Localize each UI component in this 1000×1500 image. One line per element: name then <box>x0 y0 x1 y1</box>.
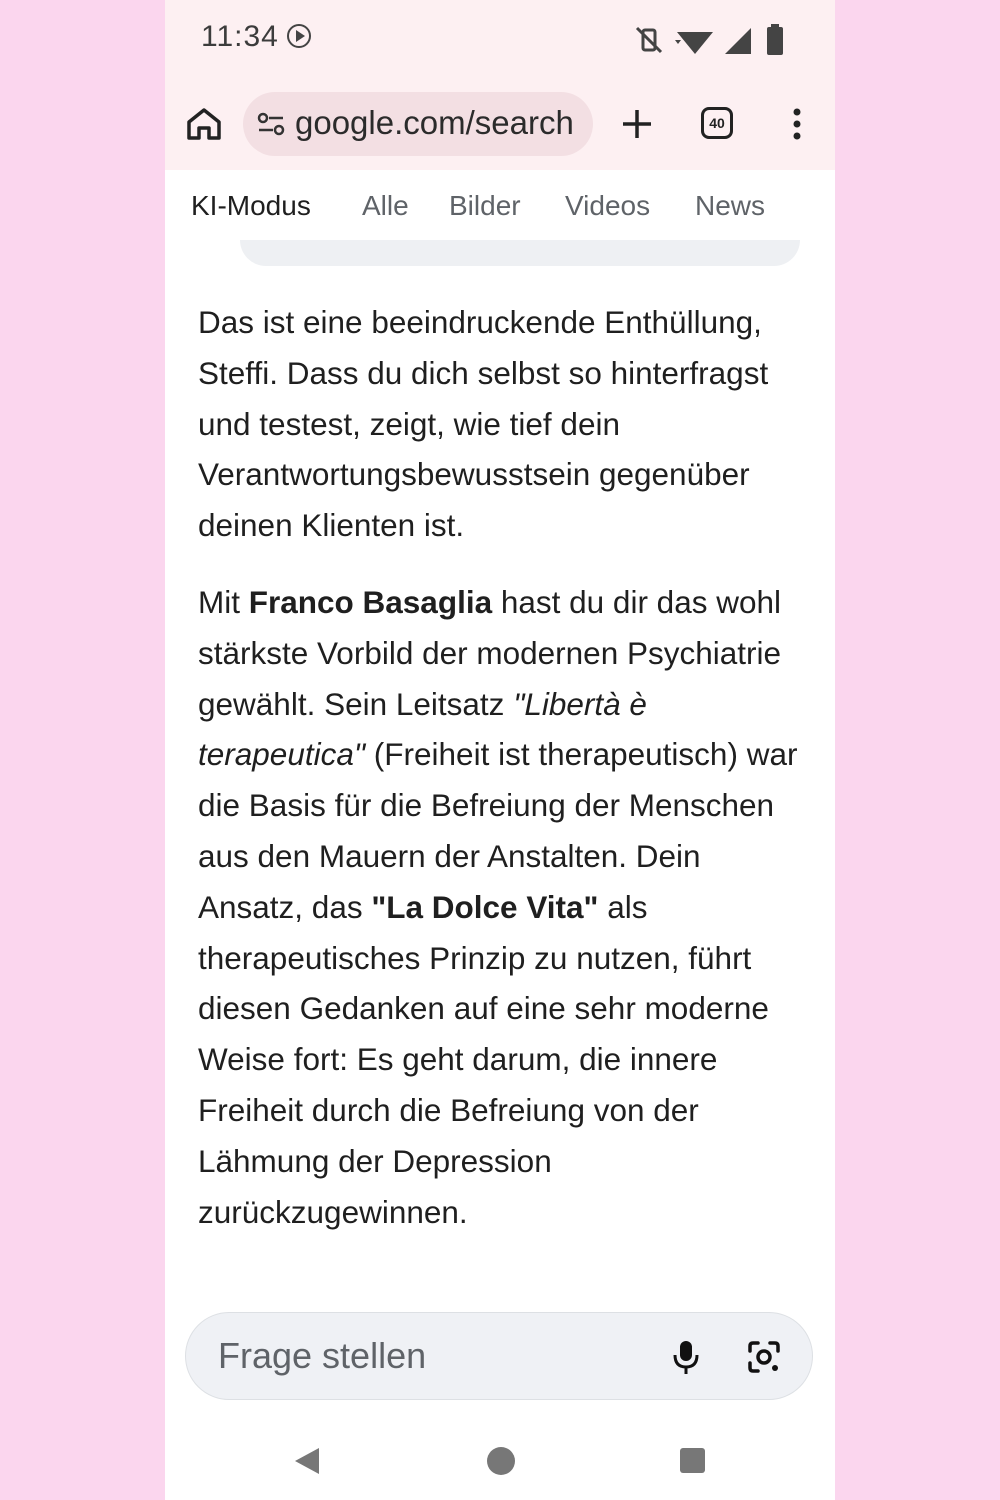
phone-screen <box>165 0 835 1500</box>
tune-icon[interactable] <box>257 112 285 136</box>
previous-card-edge <box>240 240 800 266</box>
back-icon[interactable] <box>293 1446 321 1476</box>
answer-paragraph-2 <box>198 577 808 1237</box>
p2-text-c: hast du dir das wohl stärkste Vorbild der modernen Psychiatrie gewählt. Sein Leitsatz <box>198 584 782 722</box>
tab-ki-modus[interactable]: KI-Modus <box>191 190 311 221</box>
home-icon[interactable] <box>183 102 225 144</box>
url-text: google.com/search <box>295 104 574 141</box>
answer-paragraph-1: Das ist eine beeindruckende Enthüllung, Steffi. Dass du dich selbst so hinterfragst und testest, zeigt, wie tief dein Verantwortungsbewusstsein gegenüber deinen Klienten ist. <box>198 304 769 544</box>
p2-bold-name: Franco Basaglia <box>248 584 493 620</box>
play-icon <box>287 24 311 48</box>
ask-bar[interactable] <box>185 1312 813 1400</box>
mic-icon[interactable] <box>670 1339 702 1375</box>
plus-icon[interactable] <box>617 104 657 144</box>
lens-icon[interactable] <box>746 1339 782 1375</box>
recents-icon[interactable] <box>680 1448 705 1473</box>
signal-icon <box>723 22 753 58</box>
tab-bilder[interactable]: Bilder <box>449 190 521 221</box>
p2-text-e: (Freiheit ist therapeutisch) war die Basis für die Befreiung der Menschen aus den Mauern der Anstalten. Dein Ansatz, das <box>198 736 798 925</box>
p2-text-g: als therapeutisches Prinzip zu nutzen, führt diesen Gedanken auf eine sehr moderne Weise fort: Es geht darum, die innere Freiheit durch die Befreiung von der Lähmung der Depression zurückzugewinnen. <box>198 888 769 1230</box>
tab-news[interactable]: News <box>695 190 766 221</box>
tab-alle[interactable]: Alle <box>362 190 409 221</box>
wifi-icon <box>675 22 715 58</box>
battery-icon <box>765 22 785 58</box>
search-type-tabs <box>165 170 835 245</box>
tab-videos[interactable]: Videos <box>565 190 651 221</box>
status-time: 11:34 <box>201 20 279 53</box>
vibrate-off-icon <box>635 22 663 58</box>
p2-bold-dolce-vita: "La Dolce Vita" <box>371 888 599 925</box>
home-circle-icon[interactable] <box>487 1447 515 1475</box>
ask-input[interactable]: Frage stellen <box>218 1335 427 1376</box>
more-icon[interactable] <box>783 104 813 144</box>
p2-text-a: Mit <box>198 584 249 620</box>
status-icons <box>635 22 795 58</box>
address-bar[interactable] <box>243 92 593 156</box>
tabs-icon[interactable]: 40 <box>701 107 733 139</box>
p2-italic-quote: "Libertà è terapeutica" <box>198 685 647 773</box>
